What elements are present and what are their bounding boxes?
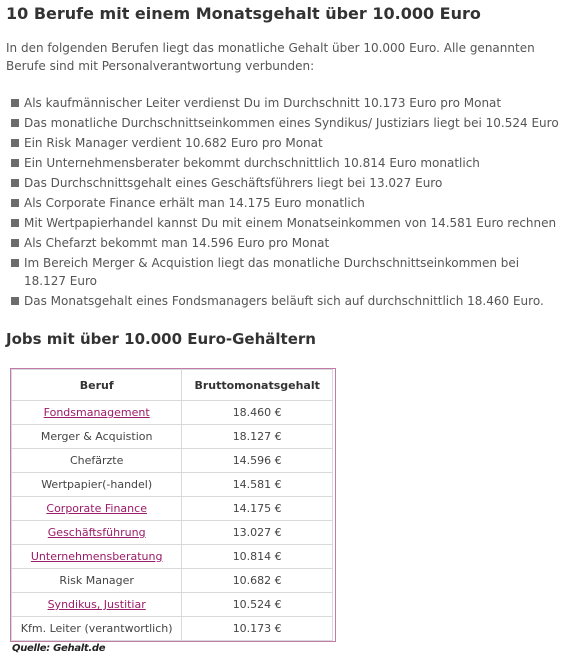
- salary-cell: 13.027 €: [182, 521, 333, 545]
- salary-cell: 18.460 €: [182, 401, 333, 425]
- fact-list-item: [6, 114, 562, 132]
- fact-text: Das monatliche Durchschnittseinkommen eines Syndikus/ Justiziars liegt bei 10.524 Euro: [24, 116, 559, 130]
- fact-text: Mit Wertpapierhandel kannst Du mit einem Monatseinkommen von 14.581 Euro rechnen: [24, 216, 557, 230]
- square-bullet-icon: [11, 259, 19, 267]
- job-cell: [12, 569, 182, 593]
- salary-cell: 10.524 €: [182, 593, 333, 617]
- job-cell: [12, 593, 182, 617]
- salary-facts-list: [6, 94, 562, 312]
- salary-cell: 10.814 €: [182, 545, 333, 569]
- table-row: [12, 617, 333, 641]
- salary-cell: 14.596 €: [182, 449, 333, 473]
- table-row: [12, 569, 333, 593]
- salary-table-body: [12, 401, 333, 641]
- salary-cell: 18.127 €: [182, 425, 333, 449]
- job-cell: [12, 425, 182, 449]
- square-bullet-icon: [11, 139, 19, 147]
- job-cell: [12, 545, 182, 569]
- job-cell: [12, 449, 182, 473]
- table-header-row: [12, 370, 333, 401]
- table-row: [12, 545, 333, 569]
- square-bullet-icon: [11, 297, 19, 305]
- fact-list-item: [6, 174, 562, 192]
- fact-list-item: [6, 194, 562, 212]
- table-section-title: Jobs mit über 10.000 Euro-Gehältern: [6, 330, 316, 348]
- fact-list-item: [6, 254, 562, 290]
- fact-list-item: [6, 234, 562, 252]
- job-link[interactable]: Geschäftsführung: [47, 526, 146, 539]
- fact-list-item: [6, 292, 562, 310]
- source-credit: Quelle: Gehalt.de: [12, 643, 106, 654]
- job-label: Chefärzte: [69, 454, 124, 467]
- square-bullet-icon: [11, 159, 19, 167]
- job-label: Merger & Acquistion: [40, 430, 153, 443]
- salary-cell: 10.682 €: [182, 569, 333, 593]
- table-row: [12, 593, 333, 617]
- fact-list-item: [6, 94, 562, 112]
- job-label: Risk Manager: [59, 574, 134, 587]
- fact-list-item: [6, 154, 562, 172]
- job-link[interactable]: Fondsmanagement: [43, 406, 150, 419]
- square-bullet-icon: [11, 199, 19, 207]
- column-header-job: Beruf: [12, 370, 182, 401]
- fact-list-item: [6, 214, 562, 232]
- salary-cell: 10.173 €: [182, 617, 333, 641]
- job-link[interactable]: Corporate Finance: [46, 502, 147, 515]
- fact-text: Als Chefarzt bekommt man 14.596 Euro pro Monat: [24, 236, 330, 250]
- article-intro: In den folgenden Berufen liegt das monatliche Gehalt über 10.000 Euro. Alle genannten Berufe sind mit Personalverantwortung verbunden:: [6, 41, 535, 73]
- job-cell: [12, 401, 182, 425]
- square-bullet-icon: [11, 119, 19, 127]
- fact-text: Ein Unternehmensberater bekommt durchschnittlich 10.814 Euro monatlich: [24, 156, 480, 170]
- square-bullet-icon: [11, 219, 19, 227]
- fact-text: Im Bereich Merger & Acquistion liegt das monatliche Durchschnittseinkommen bei 18.127 Euro: [24, 256, 520, 288]
- job-cell: [12, 497, 182, 521]
- table-row: [12, 473, 333, 497]
- job-cell: [12, 521, 182, 545]
- fact-text: Ein Risk Manager verdient 10.682 Euro pro Monat: [24, 136, 323, 150]
- table-row: [12, 497, 333, 521]
- job-cell: [12, 617, 182, 641]
- column-header-salary: Bruttomonatsgehalt: [182, 370, 333, 401]
- table-row: [12, 449, 333, 473]
- fact-text: Als Corporate Finance erhält man 14.175 Euro monatlich: [24, 196, 365, 210]
- square-bullet-icon: [11, 99, 19, 107]
- job-link[interactable]: Unternehmensberatung: [30, 550, 163, 563]
- salary-cell: 14.581 €: [182, 473, 333, 497]
- article-title: 10 Berufe mit einem Monatsgehalt über 10.000 Euro: [6, 4, 481, 23]
- fact-text: Das Monatsgehalt eines Fondsmanagers beläuft sich auf durchschnittlich 18.460 Euro.: [24, 294, 544, 308]
- table-row: [12, 425, 333, 449]
- square-bullet-icon: [11, 179, 19, 187]
- job-label: Wertpapier(-handel): [41, 478, 153, 491]
- table-row: [12, 401, 333, 425]
- job-link[interactable]: Syndikus, Justitiar: [47, 598, 146, 611]
- salary-table: [11, 369, 333, 641]
- fact-text: Als kaufmännischer Leiter verdienst Du im Durchschnitt 10.173 Euro pro Monat: [24, 96, 502, 110]
- salary-cell: 14.175 €: [182, 497, 333, 521]
- fact-list-item: [6, 134, 562, 152]
- job-cell: [12, 473, 182, 497]
- square-bullet-icon: [11, 239, 19, 247]
- fact-text: Das Durchschnittsgehalt eines Geschäftsführers liegt bei 13.027 Euro: [24, 176, 443, 190]
- salary-table-frame: [10, 368, 336, 642]
- table-row: [12, 521, 333, 545]
- job-label: Kfm. Leiter (verantwortlich): [20, 622, 173, 635]
